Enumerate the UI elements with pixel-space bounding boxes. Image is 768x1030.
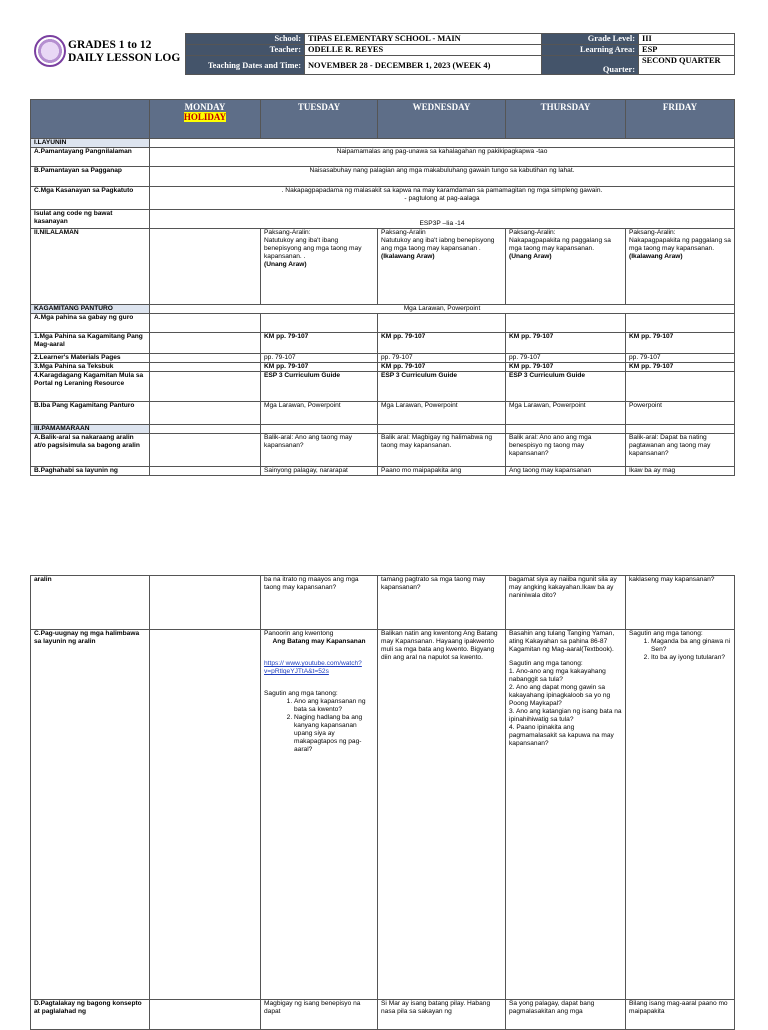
area-label: Learning Area:: [542, 45, 639, 56]
row-label-pagtalakay: D.Pagtalakay ng bagong konsepto at paglalahad ng: [31, 1000, 150, 1030]
aralin-friday: kaklaseng may kapansanan?: [626, 576, 735, 630]
pag-uugnay-thursday: [506, 630, 626, 1000]
km-friday: KM pp. 79-107: [626, 333, 735, 354]
pag-uugnay-wednesday: Balikan natin ang kwentong Ang Batang may Kapansanan. Hayaang ipakwento muli sa mga bata ang kwento. Bigyang diin ang aral na napulot sa kwento.: [378, 630, 506, 1000]
pagtalakay-tuesday: Magbigay ng isang benepisyo na dapat: [261, 1000, 378, 1030]
row-label-learners-materials: 2.Learner's Materials Pages: [31, 354, 150, 363]
km-thursday: KM pp. 79-107: [506, 333, 626, 354]
row-label-gabay-ng-guro: A.Mga pahina sa gabay ng guro: [31, 314, 150, 333]
code-value: ESP3P –Iia -14: [150, 210, 735, 229]
iba-friday: Powerpoint: [626, 402, 735, 425]
c-thu-question-2: 2. Ano ang dapat mong gawin sa kakayahang ipinagkaloob sa yo ng Poong Maykapal?: [509, 684, 611, 707]
c-fri-questions-heading: Sagutin ang mga tanong:: [629, 630, 703, 637]
teacher-value: ODELLE R. REYES: [305, 45, 542, 56]
nilalaman-wednesday: [378, 229, 506, 305]
school-label: School:: [186, 34, 305, 45]
pagtalakay-wednesday: Si Mar ay isang batang pilay. Habang nasa pila sa sakayan ng: [378, 1000, 506, 1030]
holiday-badge: HOLIDAY: [183, 112, 227, 122]
corner-cell: [31, 100, 150, 139]
title-line-1: GRADES 1 to 12: [68, 39, 152, 51]
iba-tuesday: Mga Larawan, Powerpoint: [261, 402, 378, 425]
pamantayan-sa-pagganap-value: Naisasabuhay nang palagian ang mga makabuluhang gawain tungo sa kabutihan ng lahat.: [150, 167, 735, 187]
row-label-iba-pang-kagamitan: B.Iba Pang Kagamitang Panturo: [31, 402, 150, 425]
nil-tue-day: (Unang Araw): [264, 261, 307, 268]
km-tuesday: KM pp. 79-107: [261, 333, 378, 354]
portal-wednesday: ESP 3 Curriculum Guide: [378, 372, 506, 402]
teacher-label: Teacher:: [186, 45, 305, 56]
row-label-code: Isulat ang code ng bawat kasanayan: [31, 210, 150, 229]
iba-wednesday: Mga Larawan, Powerpoint: [378, 402, 506, 425]
teksbuk-thursday: KM pp. 79-107: [506, 363, 626, 372]
section-kagamitan: KAGAMITANG PANTURO: [31, 305, 150, 314]
c-tue-questions-heading: Sagutin ang mga tanong:: [264, 690, 338, 697]
day-tuesday: TUESDAY: [261, 100, 378, 139]
row-label-aralin: aralin: [31, 576, 150, 630]
section-layunin: I.LAYUNIN: [31, 139, 150, 148]
dates-value: NOVEMBER 28 - DECEMBER 1, 2023 (WEEK 4): [305, 56, 542, 75]
school-value: TIPAS ELEMENTARY SCHOOL - MAIN: [305, 34, 542, 45]
c-tue-question-2: 2. Naging hadlang ba ang kanyang kapansanan upang siya ay makapagtapos ng pag-aaral?: [294, 714, 374, 754]
section-nilalaman: II.NILALAMAN: [31, 229, 150, 305]
header-info-table: [185, 33, 735, 75]
nilalaman-friday: [626, 229, 735, 305]
nil-wed-text: Natutukoy ang iba't iabng benepisyong ang mga taong may kapansanan .: [381, 237, 495, 252]
quarter-label: Quarter:: [542, 56, 639, 75]
nil-tue-heading: Paksang-Aralin:: [264, 229, 311, 236]
teksbuk-friday: KM pp. 79-107: [626, 363, 735, 372]
monday-label: MONDAY: [184, 102, 226, 112]
paghahabi-wednesday: Paano mo maipapakita ang: [378, 467, 506, 476]
aralin-thursday: bagamat siya ay naiiba ngunit sila ay may angking kakayahan.Ikaw ba ay naniniwala dito?: [506, 576, 626, 630]
nil-thu-day: (Unang Araw): [509, 253, 552, 260]
row-label-kasanayan: C.Mga Kasanayan sa Pagkatuto: [31, 187, 150, 210]
c-fri-question-2: 2. Ito ba ay iyong tutularan?: [651, 654, 731, 662]
pag-uugnay-friday: [626, 630, 735, 1000]
pagtalakay-friday: Bilang isang mag-aaral paano mo maipapakita: [626, 1000, 735, 1030]
section-pamamaraan: III.PAMAMARAAN: [31, 425, 150, 434]
balik-friday: Balik-aral: Dapat ba nating pagtawanan ang taong may kapansanan?: [626, 434, 735, 467]
deped-seal-logo: [34, 35, 66, 67]
nil-fri-heading: Paksang-Aralin:: [629, 229, 676, 236]
c-tue-question-1: 1. Ano ang kapansanan ng bata sa kwento?: [294, 698, 374, 714]
nil-thu-heading: Paksang-Aralin:: [509, 229, 556, 236]
lesson-log-table-continued: [30, 575, 735, 1030]
portal-thursday: ESP 3 Curriculum Guide: [506, 372, 626, 402]
row-label-teksbuk: 3.Mga Pahina sa Teksbuk: [31, 363, 150, 372]
kasanayan-value: [150, 187, 735, 210]
kagamitan-value: Mga Larawan, Powerpoint: [150, 305, 735, 314]
document-title: [68, 39, 180, 65]
nil-fri-text: Nakapagpapakita ng paggalang sa mga taong may kapansanan.: [629, 237, 731, 252]
row-label-balik-aral: A.Balik-aral sa nakaraang aralin at/o pagsisimula sa bagong aralin: [31, 434, 150, 467]
lm-wednesday: pp. 79-107: [378, 354, 506, 363]
day-thursday: THURSDAY: [506, 100, 626, 139]
nil-tue-text: Natutukoy ang iba't ibang benepisyong ang mga taong may kapansanan. .: [264, 237, 362, 260]
pag-uugnay-tuesday: [261, 630, 378, 1000]
iba-thursday: Mga Larawan, Powerpoint: [506, 402, 626, 425]
day-monday: [150, 100, 261, 139]
aralin-wednesday: tamang pagtrato sa mga taong may kapansanan?: [378, 576, 506, 630]
nil-wed-day: (Ikalawang Araw): [381, 253, 435, 260]
nilalaman-tuesday: [261, 229, 378, 305]
teksbuk-tuesday: KM pp. 79-107: [261, 363, 378, 372]
kasanayan-line-1: . Nakapagpapadama ng malasakit sa kapwa na may karamdaman sa pamamagitan ng mga simpleng gawain.: [281, 187, 603, 194]
teksbuk-wednesday: KM pp. 79-107: [378, 363, 506, 372]
area-value: ESP: [639, 45, 735, 56]
row-label-pamantayan-sa-pagganap: B.Pamantayan sa Pagganap: [31, 167, 150, 187]
balik-tuesday: Balik-aral: Ano ang taong may kapansanan?: [261, 434, 378, 467]
paghahabi-tuesday: Sainyong palagay, nararapat: [261, 467, 378, 476]
row-label-kagamitang-mag-aaral: 1.Mga Pahina sa Kagamitang Pang Mag-aaral: [31, 333, 150, 354]
c-tue-intro: Panoorin ang kwentong: [264, 630, 334, 637]
km-wednesday: KM pp. 79-107: [378, 333, 506, 354]
pamantayang-pangnilalaman-value: Naipamamalas ang pag-unawa sa kahalagahan ng pakikipagkapwa -tao: [150, 148, 735, 167]
dates-label: Teaching Dates and Time:: [186, 56, 305, 75]
grade-label: Grade Level:: [542, 34, 639, 45]
nil-fri-day: (Ikalawang Araw): [629, 253, 683, 260]
c-thu-question-1: 1. Ano-ano ang mga kakayahang nabanggit sa tula?: [509, 668, 606, 683]
quarter-value: SECOND QUARTER: [639, 56, 735, 75]
c-thu-questions-heading: Sagutin ang mga tanong:: [509, 660, 583, 667]
c-tue-title: Ang Batang may Kapansanan: [272, 638, 366, 645]
lm-tuesday: pp. 79-107: [261, 354, 378, 363]
day-friday: FRIDAY: [626, 100, 735, 139]
lm-friday: pp. 79-107: [626, 354, 735, 363]
youtube-link[interactable]: https:// www.youtube.com/watch? v=pRtlqeYJTtA&t=52s: [264, 660, 362, 675]
paghahabi-friday: Ikaw ba ay mag: [626, 467, 735, 476]
c-fri-question-1: 1. Maganda ba ang ginawa ni Sen?: [651, 638, 731, 654]
c-thu-question-3: 3. Ano ang katangian ng isang bata na ipinahihiwatig sa tula?: [509, 708, 622, 723]
aralin-tuesday: ba na itrato ng maayos ang mga taong may kapansanan?: [261, 576, 378, 630]
row-label-paghahabi: B.Paghahabi sa layunin ng: [31, 467, 150, 476]
c-thu-intro: Basahin ang tulang Tanging Yaman, ating Kakayahan sa pahina 86-87 Kagamitan ng Mag-aaral(Textbook).: [509, 630, 615, 653]
nil-thu-text: Nakapagpapakita ng paggalang sa mga taong may kapansanan.: [509, 237, 611, 252]
lm-thursday: pp. 79-107: [506, 354, 626, 363]
row-label-pag-uugnay: C.Pag-uugnay ng mga halimbawa sa layunin ng aralin: [31, 630, 150, 1000]
paghahabi-thursday: Ang taong may kapansanan: [506, 467, 626, 476]
portal-tuesday: ESP 3 Curriculum Guide: [261, 372, 378, 402]
day-wednesday: WEDNESDAY: [378, 100, 506, 139]
row-label-portal: 4.Karagdagang Kagamitan Mula sa Portal ng Leraning Resource: [31, 372, 150, 402]
c-thu-question-4: 4. Paano ipinakita ang pagmamalasakit sa kapuwa na may kapansanan?: [509, 724, 614, 747]
nil-wed-heading: Paksang-Aralin: [381, 229, 426, 236]
pagtalakay-thursday: Sa yong palagay, dapat bang pagmalasakitan ang mga: [506, 1000, 626, 1030]
lesson-log-table: [30, 99, 735, 476]
kasanayan-line-2: - pagtulong at pag-aalaga: [404, 195, 480, 202]
nilalaman-thursday: [506, 229, 626, 305]
row-label-pamantayang-pangnilalaman: A.Pamantayang Pangnilalaman: [31, 148, 150, 167]
balik-wednesday: Balik aral: Magbigay ng halimabwa ng taong may kapansanan.: [378, 434, 506, 467]
grade-value: III: [639, 34, 735, 45]
title-line-2: DAILY LESSON LOG: [68, 52, 181, 64]
balik-thursday: Balik aral: Ano ano ang mga benespisyo ng taong may kapansanan?: [506, 434, 626, 467]
